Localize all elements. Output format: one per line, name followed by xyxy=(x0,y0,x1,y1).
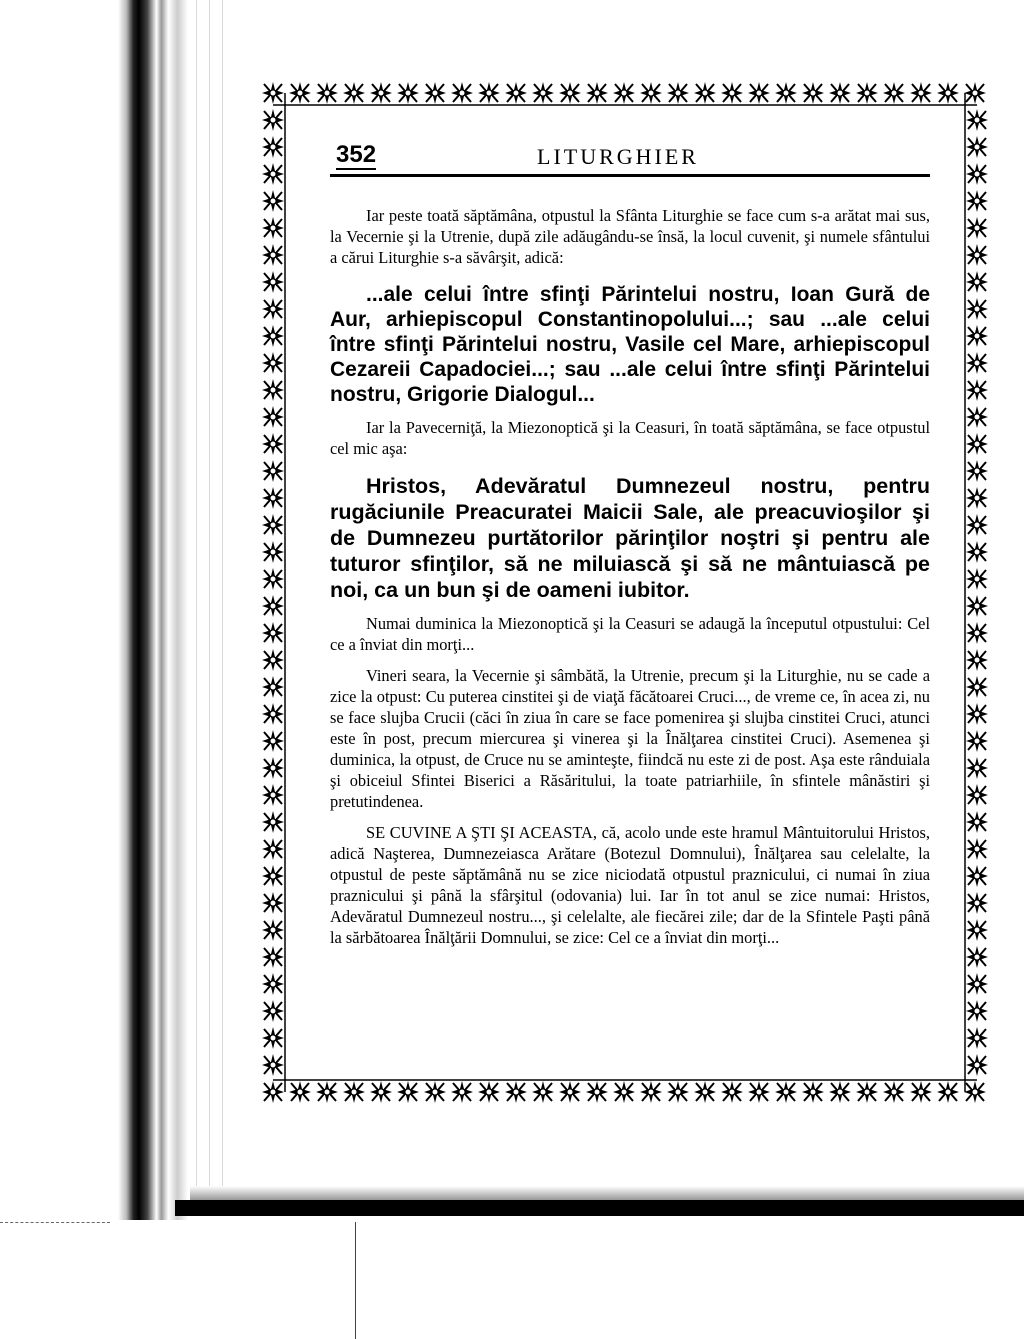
book-page xyxy=(330,140,930,948)
page-bottom-shadow xyxy=(190,1186,1024,1200)
scan-artifact-vertical xyxy=(355,1222,356,1339)
paragraph-4-small-dismissal: Hristos, Adevăratul Dumnezeul nostru, pentru rugăciunile Preacuratei Maicii Sale, ale preacuvioşilor şi de Dumnezeu purtătorilor părinţilor noştri şi pentru ale tuturor sfinţilor, să ne miluiască şi să ne mântuiască pe noi, ca un bun şi de oameni iubitor. xyxy=(330,474,930,602)
page-header xyxy=(330,140,930,177)
page-number: 352 xyxy=(336,141,377,168)
paragraph-1: Iar peste toată săptămâna, otpustul la Sfânta Liturghie se face cum s-a arătat mai sus, la Vecernie şi la Utrenie, după zile adăugându-se însă, la locul cuvenit, şi numele sfântului a cărui Liturghie s-a săvârşit, adică: xyxy=(330,206,930,267)
paragraph-2-dismissal-names: ...ale celui între sfinţi Părintelui nostru, Ioan Gură de Aur, arhiepiscopul Constantinopolului...; sau ...ale celui între sfinţi Părintelui nostru, Vasile cel Mare, arhiepiscopul Cezareii Capadociei...; sau ...ale celui între sfinţi Părintelui nostru, Grigorie Dialogul... xyxy=(330,283,930,406)
paragraph-6: Vineri seara, la Vecernie şi sâmbătă, la Utrenie, precum şi la Liturghie, nu se cade a zice la otpust: Cu puterea cinstitei şi de viaţă făcătoarei Cruci..., de vreme ce, în acea zi, nu se face slujba Crucii (căci în ziua în care se face pomenirea şi slujba cinstitei Cruci, atunci este în post, precum miercurea şi vinerea şi la Înălţarea cinstitei Cruci). Asemenea şi duminica, la otpust, de Cruce nu se aminteşte, fiindcă nu este zi de post. Aşa este rânduiala şi obiceiul Sfintei Biserici a Răsăritului, la toate patriarhiile, în sfintele mânăstiri şi pretutindenea. xyxy=(330,666,930,811)
book-spine-shadow xyxy=(118,0,188,1220)
book-page-edges xyxy=(190,0,230,1200)
paragraph-3: Iar la Pavecerniţă, la Miezonoptică şi la Ceasuri, în toată săptămâna, se face otpustul cel mic aşa: xyxy=(330,418,930,458)
paragraph-7: SE CUVINE A ŞTI ŞI ACEASTA, că, acolo unde este hramul Mântuitorului Hristos, adică Naşterea, Dumnezeiasca Arătare (Botezul Domnului), Înălţarea sau celelalte, la otpustul de peste săptămână nu se zice niciodată otpustul praznicului, ci numai în ziua praznicului şi până la sfârşitul (odovania) lui. Iar în tot anul se zice numai: Hristos, Adevăratul Dumnezeul nostru..., şi celelalte, ale fiecărei zile; dar de la Sfintele Paşti până la sărbătoarea Înălţării Domnului, se zice: Cel ce a înviat din morţi... xyxy=(330,823,930,947)
scan-artifact-line xyxy=(0,1222,110,1224)
paragraph-5: Numai duminica la Miezonoptică şi la Ceasuri se adaugă la începutul otpustului: Cel ce a înviat din morţi... xyxy=(330,614,930,654)
page-bottom-edge xyxy=(175,1200,1024,1216)
running-title: LITURGHIER xyxy=(537,144,699,169)
